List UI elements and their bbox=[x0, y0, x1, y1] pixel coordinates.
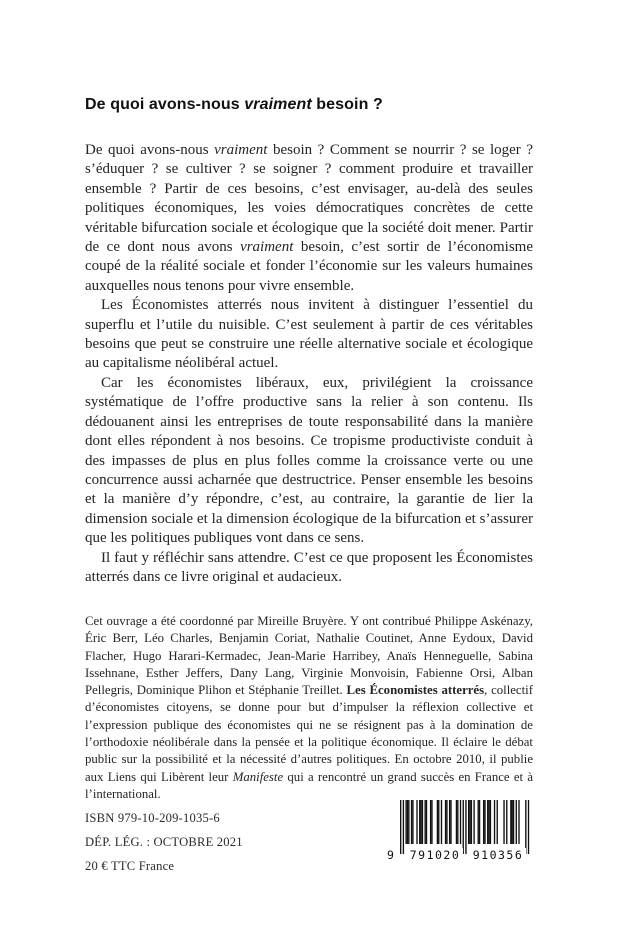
blurb-paragraph: Les Économistes atterrés nous invitent à distinguer l’essentiel du superflu et l’utile du nuisible. C’est seulement à partir de ces véritables besoins que peut se construire une réelle alternative sociale et écologique au capitalisme néolibéral actuel. bbox=[85, 297, 533, 372]
blurb-paragraph: Car les économistes libéraux, eux, privilégient la croissance systématique de l’offre productive sans la relier à son contenu. Ils dédouanent ainsi les entreprises de toute responsabilité dans la manière dont elles répondent à nos besoins. Ce tropisme productiviste conduit à des impasses de plus en plus folles comme la croissance verte ou une concurrence aussi acharnée que destructrice. Penser ensemble les besoins et la manière d’y répondre, c’est, au contraire, la garantie de lier la dimension sociale et la dimension écologique de la bifurcation et s’assurer que les politiques publiques vont dans ce sens. bbox=[85, 374, 533, 547]
contributors-note: Cet ouvrage a été coordonné par Mireille Bruyère. Y ont contribué Philippe Askénazy, Éric Berr, Léo Charles, Benjamin Coriat, Nathalie Coutinet, Anne Eydoux, David Flacher, Hugo Harari-Kermadec, Jean-Marie Harribey, Anaïs Henneguelle, Sabina Issehnane, Esther Jeffers, Dany Lang, Virginie Monvoisin, Fabienne Orsi, Alban Pellegris, Dominique Plihon et Stéphanie Treillet. Les Économistes atterrés, collectif d’économistes citoyens, se donne pour but d’impulser la réflexion collective et l’expression publique des économistes qui ne se résignent pas à la domination de l’orthodoxie néolibérale dans la pensée et la politique économique. Il éclaire le débat public sur la possibilité et la nécessité d’autres politiques. En octobre 2010, il publie aux Liens qui Libèrent leur Manifeste qui a rencontré un grand succès en France et à l’international. bbox=[85, 614, 534, 801]
blurb-paragraph: De quoi avons-nous vraiment besoin ? Comment se nourrir ? se loger ? s’éduquer ? se cultiver ? se soigner ? comment produire et travailler ensemble ? Partir de ces besoins, c’est envisager, au-delà des seules politiques économiques, les voies démocratiques concrètes de cette véritable bifurcation sociale et écologique que la société doit mener. Partir de ce dont nous avons vraiment besoin, c’est sortir de l’économisme coupé de la réalité sociale et fonder l’économie sur les valeurs humaines auxquelles nous tenons pour vivre ensemble. bbox=[85, 142, 533, 294]
back-cover-blurb bbox=[85, 141, 533, 587]
barcode-first-digit: 9 bbox=[387, 848, 396, 862]
barcode-digits bbox=[387, 846, 532, 862]
blurb-paragraph: Il faut y réfléchir sans attendre. C’est ce que proposent les Économistes atterrés dans ce livre original et audacieux. bbox=[85, 549, 533, 585]
isbn-line: ISBN 979-10-209-1035-6 bbox=[85, 811, 220, 825]
ean13-barcode bbox=[387, 800, 532, 870]
barcode-right-group: 910356 bbox=[470, 848, 526, 862]
barcode-left-group: 791020 bbox=[407, 848, 463, 862]
price-line: 20 € TTC France bbox=[85, 859, 175, 873]
imprint-block bbox=[85, 806, 243, 878]
legal-deposit-line: DÉP. LÉG. : OCTOBRE 2021 bbox=[85, 835, 243, 849]
book-title: De quoi avons-nous vraiment besoin ? bbox=[85, 96, 383, 113]
